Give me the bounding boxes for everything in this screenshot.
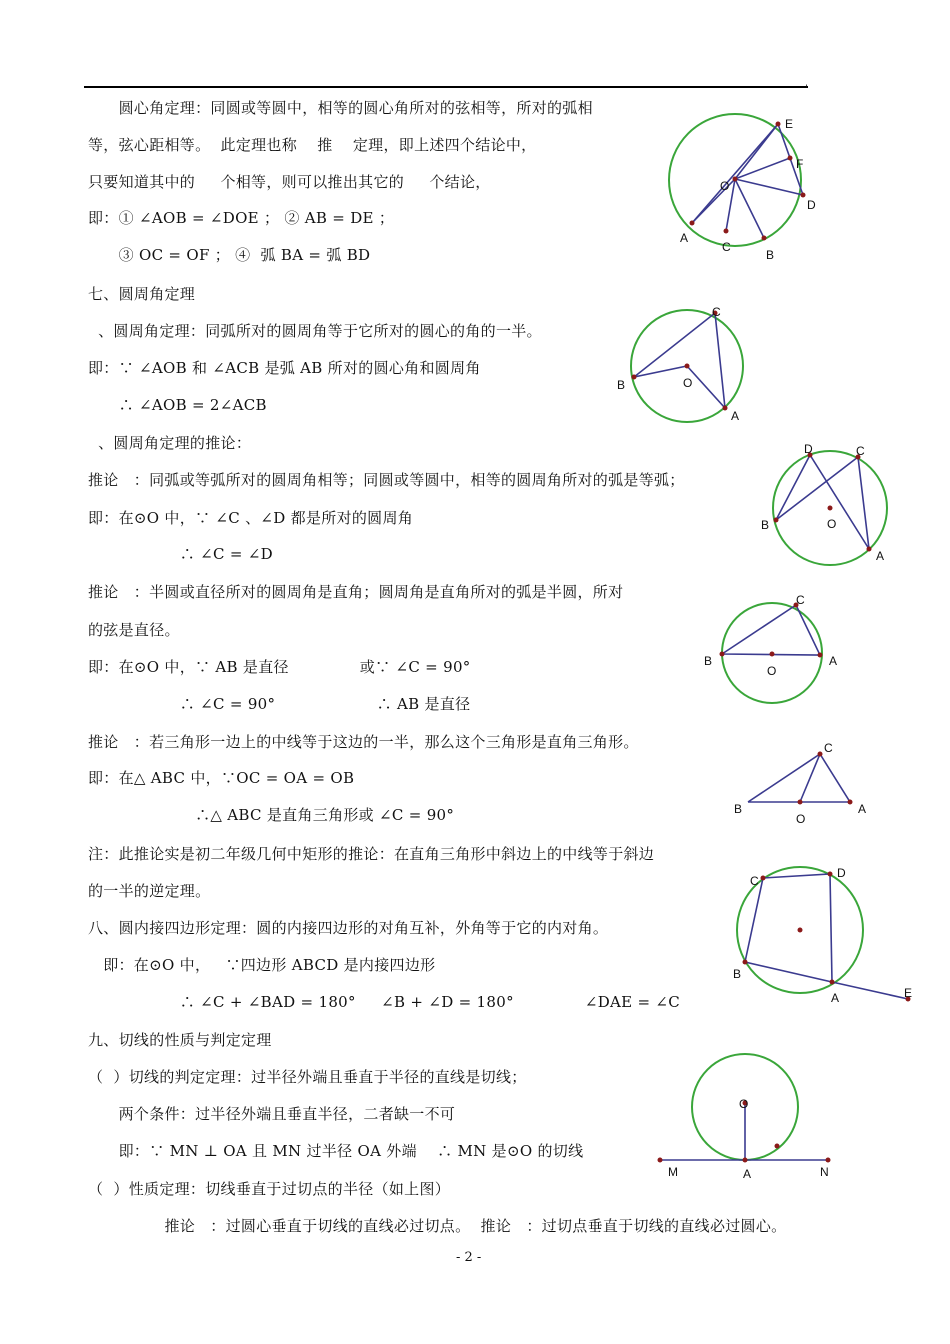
text-line-2: 等，弦心距相等。 此定理也称 推 定理，即上述四个结论中，: [88, 136, 537, 154]
text-line-4: 即：① ∠AOB = ∠DOE ； ② AB = DE ；: [88, 209, 395, 227]
text-line-11: 推论 ：同弧或等弧所对的圆周角相等；同圆或等圆中，相等的圆周角所对的弧是等弧；: [88, 471, 685, 489]
label-C: C: [796, 593, 805, 607]
label-A: A: [731, 409, 740, 423]
label-N: N: [820, 1165, 829, 1179]
text-line-20: ∴△ ABC 是直角三角形或 ∠C = 90°: [88, 806, 455, 824]
label-C: C: [750, 874, 759, 888]
text-line-27: （ ）切线的判定定理：过半径外端且垂直于半径的直线是切线；: [88, 1068, 527, 1086]
label-O: O: [796, 812, 806, 826]
text-line-24: 即：在⊙O 中， ∵四边形 ABCD 是内接四边形: [88, 956, 436, 974]
text-line-9: ∴ ∠AOB = 2∠ACB: [88, 396, 267, 414]
section-heading-9: 九、切线的性质与判定定理: [88, 1031, 272, 1049]
text-line-8: 即：∵ ∠AOB 和 ∠ACB 是弧 AB 所对的圆心角和圆周角: [88, 359, 481, 377]
text-line-15: 的弦是直径。: [88, 621, 180, 639]
header-rule: [84, 86, 808, 88]
figure-inscribed-angle: [615, 300, 755, 430]
section-heading-8: 八、圆内接四边形定理：圆的内接四边形的对角互补，外角等于它的内对角。: [88, 919, 609, 937]
text-line-21: 注：此推论实是初二年级几何中矩形的推论：在直角三角形中斜边上的中线等于斜边: [88, 845, 655, 863]
label-C: C: [722, 240, 731, 254]
label-B: B: [766, 248, 775, 262]
page-number: - 2 -: [456, 1250, 482, 1265]
text-line-22: 的一半的逆定理。: [88, 882, 211, 900]
text-line-12: 即：在⊙O 中，∵ ∠C 、∠D 都是所对的圆周角: [88, 509, 414, 527]
label-A: A: [680, 231, 689, 245]
text-line-19: 即：在△ ABC 中，∵OC = OA = OB: [88, 769, 355, 787]
label-E: E: [785, 117, 794, 131]
label-D: D: [804, 442, 813, 456]
text-line-7: 、圆周角定理：同弧所对的圆周角等于它所对的圆心的角的一半。: [88, 322, 542, 340]
label-M: M: [668, 1165, 678, 1179]
label-O: O: [683, 376, 693, 390]
label-B: B: [733, 967, 742, 981]
label-D: D: [807, 198, 816, 212]
label-A: A: [858, 802, 867, 816]
label-O: O: [720, 179, 730, 193]
label-F: F: [796, 157, 804, 171]
text-line-10: 、圆周角定理的推论：: [88, 434, 252, 452]
text-line-31: 推论 ：过圆心垂直于切线的直线必过切点。 推论 ：过切点垂直于切线的直线必过圆心。: [88, 1217, 787, 1235]
label-A: A: [831, 991, 840, 1005]
label-C: C: [712, 305, 721, 319]
figure-semicircle-angle: [700, 590, 850, 690]
figure-median-triangle: [730, 740, 880, 830]
text-line-25: ∴ ∠C + ∠BAD = 180° ∠B + ∠D = 180° ∠DAE = ∠C: [88, 993, 681, 1011]
figure-same-arc-angles: [760, 440, 900, 570]
label-B: B: [761, 518, 770, 532]
text-line-3: 只要知道其中的 个相等，则可以推出其它的 个结论，: [88, 173, 491, 191]
section-heading-7: 七、圆周角定理: [88, 285, 196, 303]
label-O: O: [767, 664, 777, 678]
figure-central-angle: [660, 110, 820, 260]
label-A: A: [743, 1167, 752, 1181]
text-line-17: ∴ ∠C = 90° ∴ AB 是直径: [88, 695, 471, 713]
label-O: O: [739, 1097, 749, 1111]
label-B: B: [704, 654, 713, 668]
label-C: C: [824, 741, 833, 755]
text-line-28: 两个条件：过半径外端且垂直半径，二者缺一不可: [88, 1105, 456, 1123]
label-A: A: [829, 654, 838, 668]
header-rule-mark: ': [805, 84, 808, 95]
text-line-14: 推论 ：半圆或直径所对的圆周角是直角；圆周角是直角所对的弧是半圆，所对: [88, 583, 624, 601]
text-line-1: 圆心角定理：同圆或等圆中，相等的圆心角所对的弦相等，所对的弧相: [88, 99, 593, 117]
figure-cyclic-quadrilateral: [725, 860, 925, 1010]
label-B: B: [617, 378, 626, 392]
text-line-29: 即：∵ MN ⊥ OA 且 MN 过半径 OA 外端 ∴ MN 是⊙O 的切线: [88, 1142, 584, 1160]
text-line-13: ∴ ∠C = ∠D: [88, 545, 274, 563]
figure-tangent-line: [650, 1050, 840, 1185]
label-A: A: [876, 549, 885, 563]
text-line-30: （ ）性质定理：切线垂直于过切点的半径（如上图）: [88, 1180, 451, 1198]
label-D: D: [837, 866, 846, 880]
text-line-18: 推论 ：若三角形一边上的中线等于这边的一半，那么这个三角形是直角三角形。: [88, 733, 639, 751]
label-B: B: [734, 802, 743, 816]
label-C: C: [856, 444, 865, 458]
text-line-16: 即：在⊙O 中，∵ AB 是直径 或∵ ∠C = 90°: [88, 658, 471, 676]
label-O: O: [827, 517, 837, 531]
label-E: E: [904, 986, 913, 1000]
text-line-5: ③ OC = OF ； ④ 弧 BA = 弧 BD: [88, 246, 371, 264]
